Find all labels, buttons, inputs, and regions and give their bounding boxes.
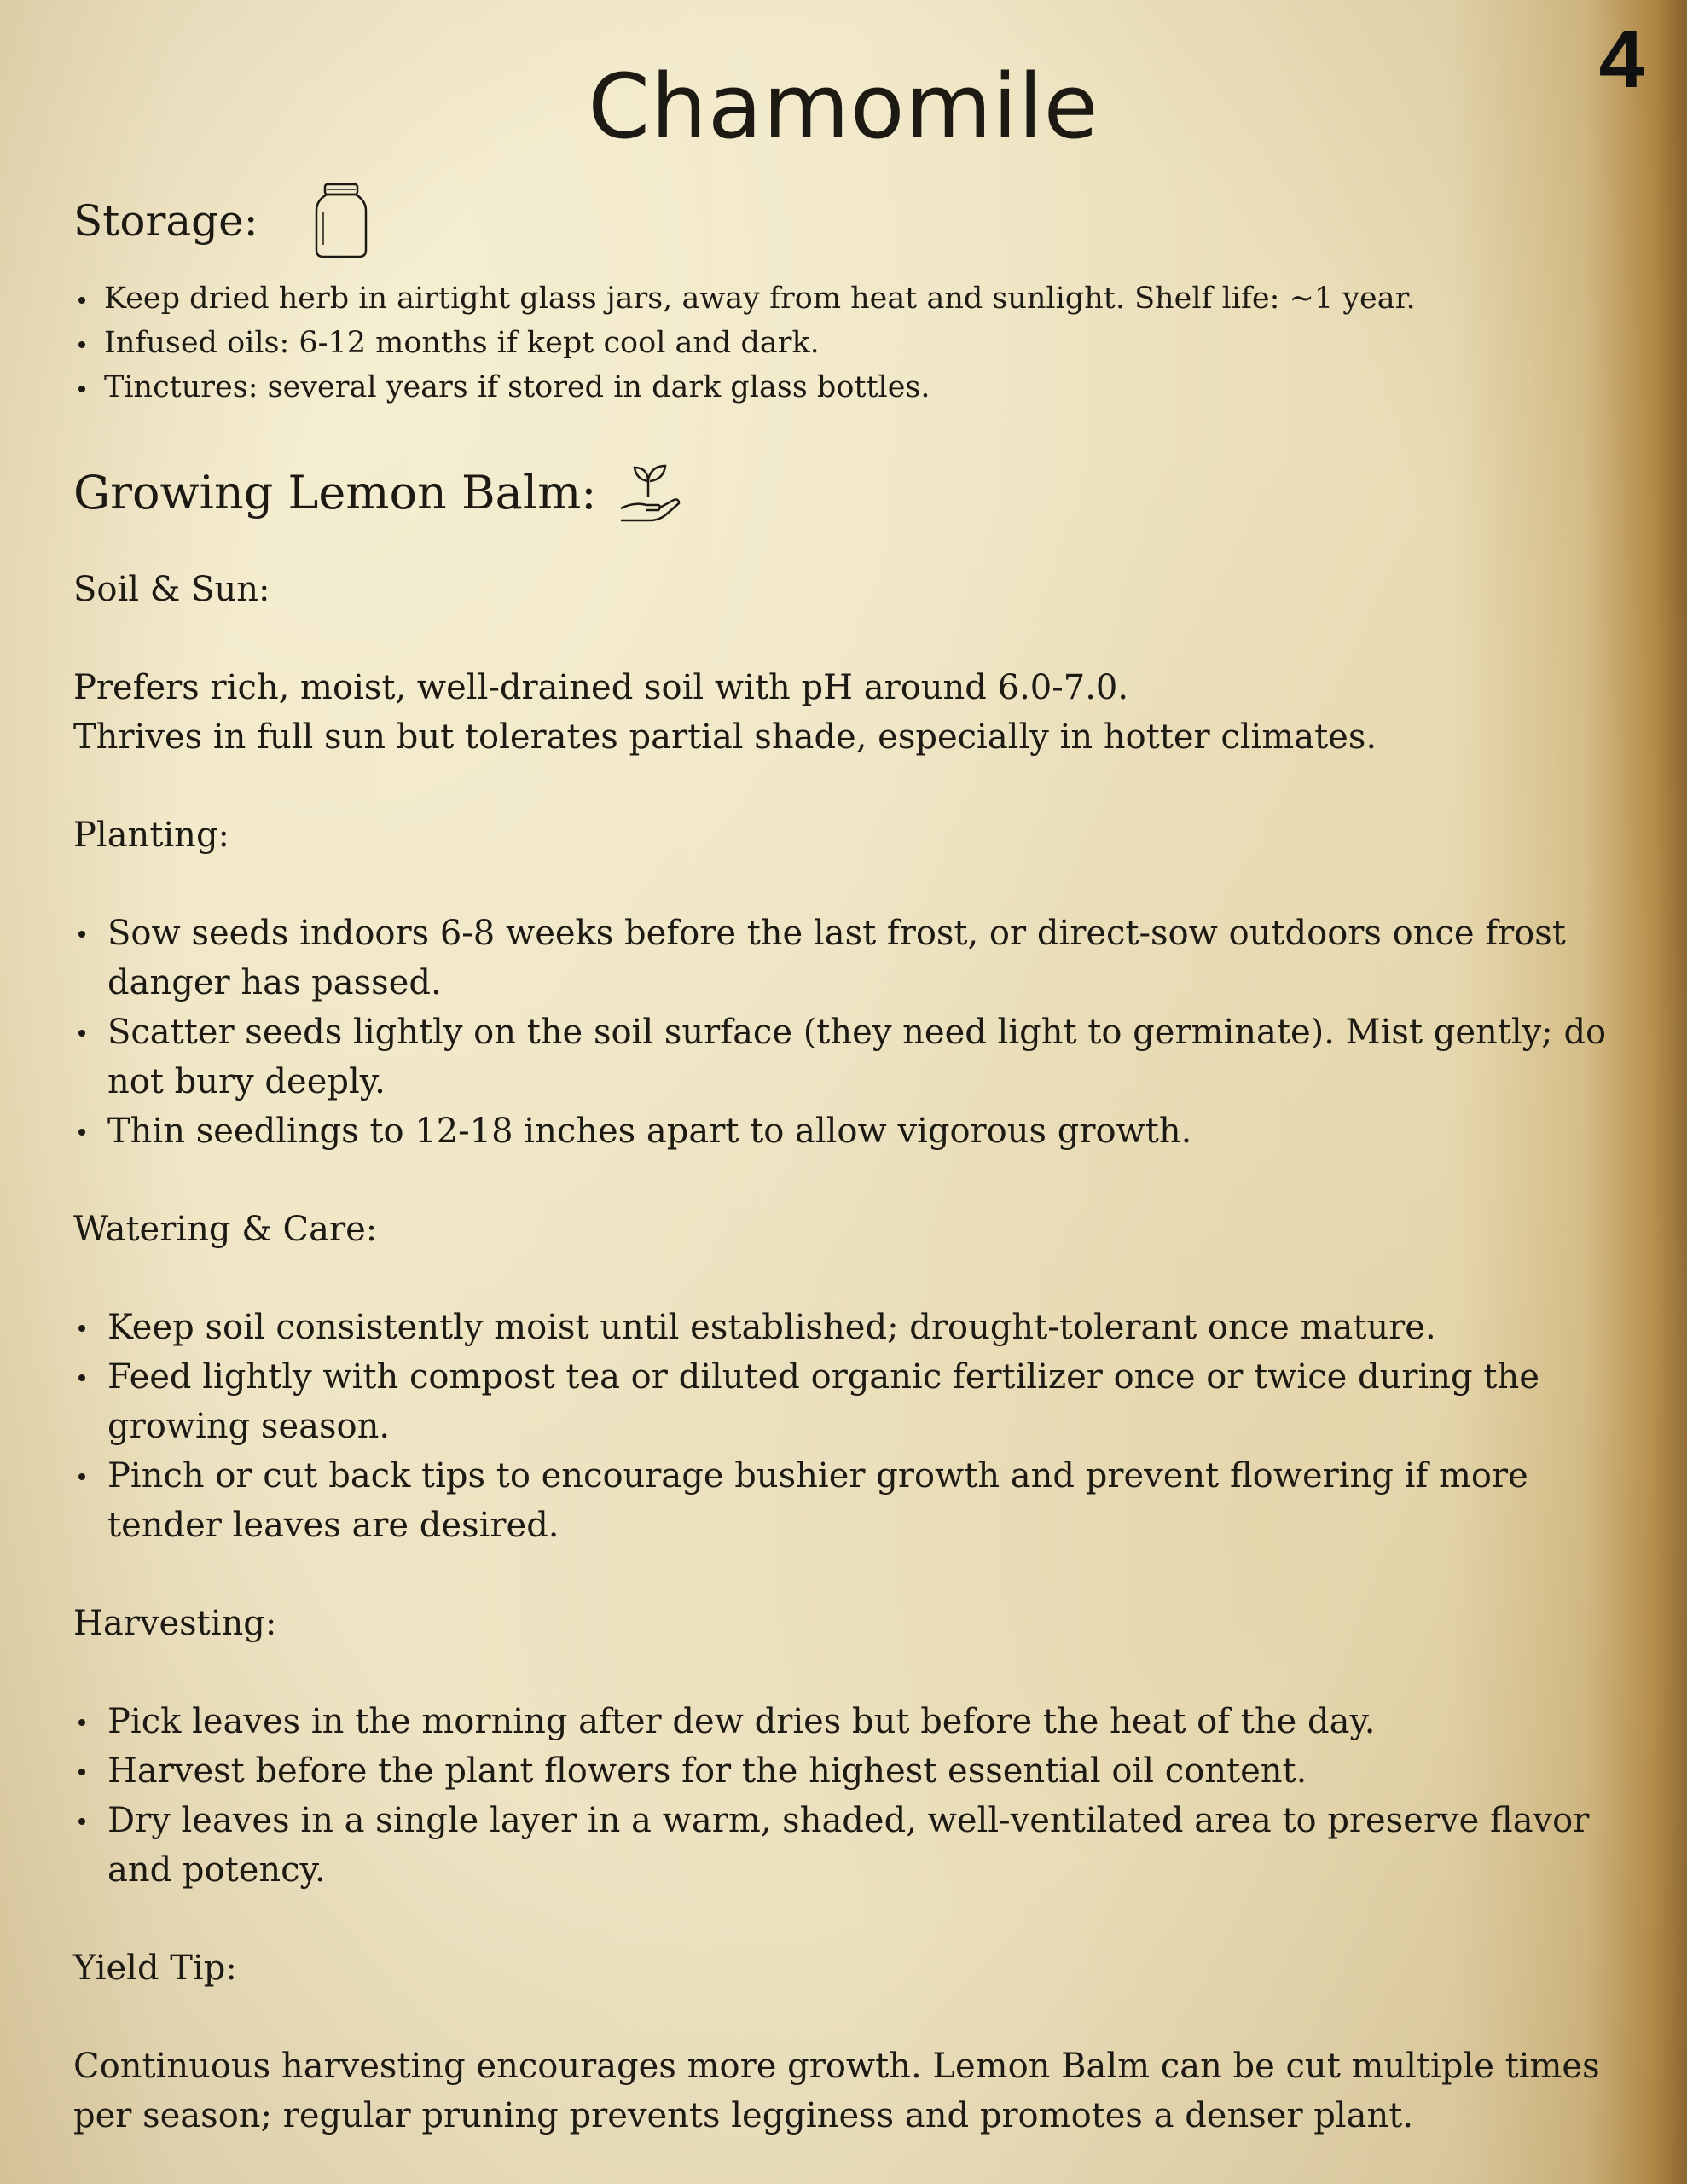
storage-item: Infused oils: 6-12 months if kept cool and dark. xyxy=(73,321,1617,365)
growing-heading-label: Growing Lemon Balm: xyxy=(73,466,597,520)
page-content xyxy=(73,186,1617,2140)
planting-item: Scatter seeds lightly on the soil surface (they need light to germinate). Mist gently; do not bury deeply. xyxy=(73,1008,1617,1107)
harvesting-item: Dry leaves in a single layer in a warm, shaded, well-ventilated area to preserve flavor and potency. xyxy=(73,1796,1617,1895)
planting-item: Thin seedlings to 12-18 inches apart to allow vigorous growth. xyxy=(73,1107,1617,1156)
sprout-hand-icon xyxy=(616,459,684,527)
watering-item: Feed lightly with compost tea or diluted organic fertilizer once or twice during the growing season. xyxy=(73,1352,1617,1451)
watering-heading: Watering & Care: xyxy=(73,1210,378,1249)
yield-heading: Yield Tip: xyxy=(73,1949,237,1988)
planting-item: Sow seeds indoors 6-8 weeks before the last frost, or direct-sow outdoors once frost danger has passed. xyxy=(73,909,1617,1008)
storage-section-heading xyxy=(73,186,1617,256)
yield-text: Continuous harvesting encourages more growth. Lemon Balm can be cut multiple times per season; regular pruning prevents legginess and promotes a denser plant. xyxy=(73,2047,1600,2135)
soil-sun-line: Prefers rich, moist, well-drained soil with pH around 6.0-7.0. xyxy=(73,668,1129,707)
harvesting-item: Harvest before the plant flowers for the highest essential oil content. xyxy=(73,1746,1617,1796)
harvesting-item: Pick leaves in the morning after dew dries but before the heat of the day. xyxy=(73,1697,1617,1746)
jar-icon xyxy=(311,182,371,260)
planting-list xyxy=(73,909,1617,1156)
planting-heading: Planting: xyxy=(73,816,230,855)
page-number: 4 xyxy=(1598,14,1644,105)
watering-list xyxy=(73,1303,1617,1550)
storage-item: Keep dried herb in airtight glass jars, away from heat and sunlight. Shelf life: ~1 year. xyxy=(73,276,1617,321)
watering-item: Keep soil consistently moist until established; drought-tolerant once mature. xyxy=(73,1303,1617,1352)
harvesting-heading: Harvesting: xyxy=(73,1604,277,1643)
storage-list xyxy=(73,276,1617,410)
growing-section-heading xyxy=(73,459,1617,527)
watering-item: Pinch or cut back tips to encourage bushier growth and prevent flowering if more tender leaves are desired. xyxy=(73,1451,1617,1550)
page-title: Chamomile xyxy=(588,55,1099,159)
soil-sun-line: Thrives in full sun but tolerates partial shade, especially in hotter climates. xyxy=(73,717,1377,757)
storage-heading-label: Storage: xyxy=(73,196,258,246)
soil-sun-heading: Soil & Sun: xyxy=(73,570,270,609)
storage-item: Tinctures: several years if stored in dark glass bottles. xyxy=(73,365,1617,410)
harvesting-list xyxy=(73,1697,1617,1895)
